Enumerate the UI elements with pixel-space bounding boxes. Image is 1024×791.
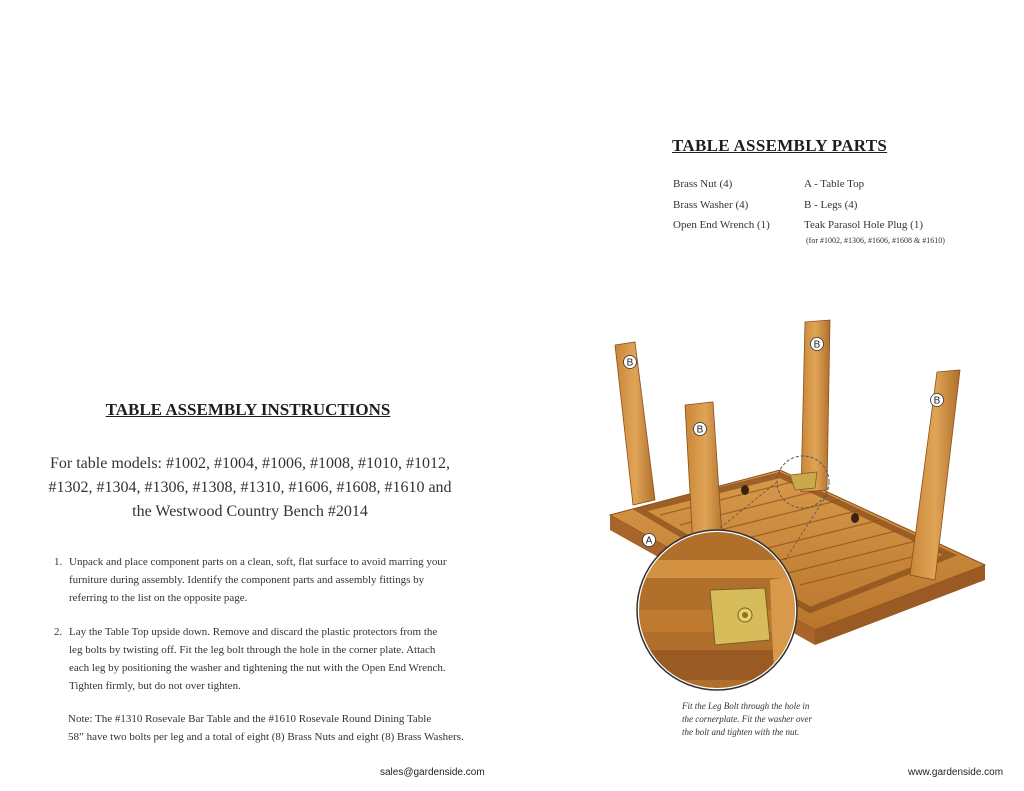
parts-item: B - Legs (4): [804, 198, 858, 211]
step-line: leg bolts by twisting off. Fit the leg bolt through the hole in the corner plate. Attach: [69, 644, 436, 656]
label-leg-4: [694, 423, 707, 436]
svg-text:B: B: [626, 357, 634, 369]
step-2: [54, 623, 474, 695]
step-line: referring to the list on the opposite page.: [69, 592, 248, 604]
table-models: [40, 452, 460, 524]
svg-text:A: A: [645, 535, 653, 547]
models-line: For table models: #1002, #1004, #1006, #1008, #1010, #1012,: [50, 455, 450, 472]
table-illustration: [605, 310, 990, 700]
note: [68, 710, 488, 746]
parts-item: Teak Parasol Hole Plug (1): [804, 219, 923, 231]
plug-note: (for #1002, #1306, #1606, #1608 & #1610): [806, 236, 945, 245]
email-link[interactable]: sales@gardenside.com: [380, 767, 485, 778]
parts-item: A - Table Top: [804, 178, 865, 190]
parts-title: TABLE ASSEMBLY PARTS: [672, 136, 888, 155]
caption-line: the cornerplate. Fit the washer over: [682, 714, 812, 724]
figure-caption: [682, 700, 852, 739]
note-line: 58” have two bolts per leg and a total of eight (8) Brass Nuts and eight (8) Brass Washers.: [68, 731, 464, 743]
step-number: 2.: [54, 626, 63, 638]
label-table-top: [643, 534, 656, 547]
parts-item: Open End Wrench (1): [673, 219, 770, 231]
step-line: Lay the Table Top upside down. Remove and discard the plastic protectors from the: [69, 626, 438, 638]
label-leg-2: [811, 338, 824, 351]
parts-list-left: [673, 174, 770, 236]
label-leg-1: [624, 356, 637, 369]
step-line: each leg by positioning the washer and tightening the nut with the Open End Wrench.: [69, 662, 446, 674]
parts-item: Brass Washer (4): [673, 198, 749, 211]
instructions-title: TABLE ASSEMBLY INSTRUCTIONS: [105, 400, 391, 419]
caption-line: Fit the Leg Bolt through the hole in: [682, 701, 810, 711]
label-leg-3: [931, 394, 944, 407]
models-line: #1302, #1304, #1306, #1308, #1310, #1606, #1608, #1610 and: [48, 479, 452, 496]
step-line: Tighten firmly, but do not over tighten.: [69, 680, 241, 692]
note-line: Note: The #1310 Rosevale Bar Table and the #1610 Rosevale Round Dining Table: [68, 713, 432, 725]
step-line: furniture during assembly. Identify the component parts and assembly fittings by: [69, 574, 425, 586]
parts-list-right: [804, 174, 923, 236]
step-number: 1.: [54, 556, 63, 568]
step-1: [54, 553, 474, 607]
svg-text:B: B: [813, 339, 821, 351]
svg-text:B: B: [696, 424, 704, 436]
website-link[interactable]: www.gardenside.com: [908, 767, 1004, 778]
step-line: Unpack and place component parts on a clean, soft, flat surface to avoid marring your: [69, 556, 447, 568]
models-line: the Westwood Country Bench #2014: [132, 503, 368, 520]
svg-text:B: B: [933, 395, 941, 407]
caption-line: the bolt and tighten with the nut.: [682, 727, 800, 737]
parts-item: Brass Nut (4): [673, 178, 733, 190]
